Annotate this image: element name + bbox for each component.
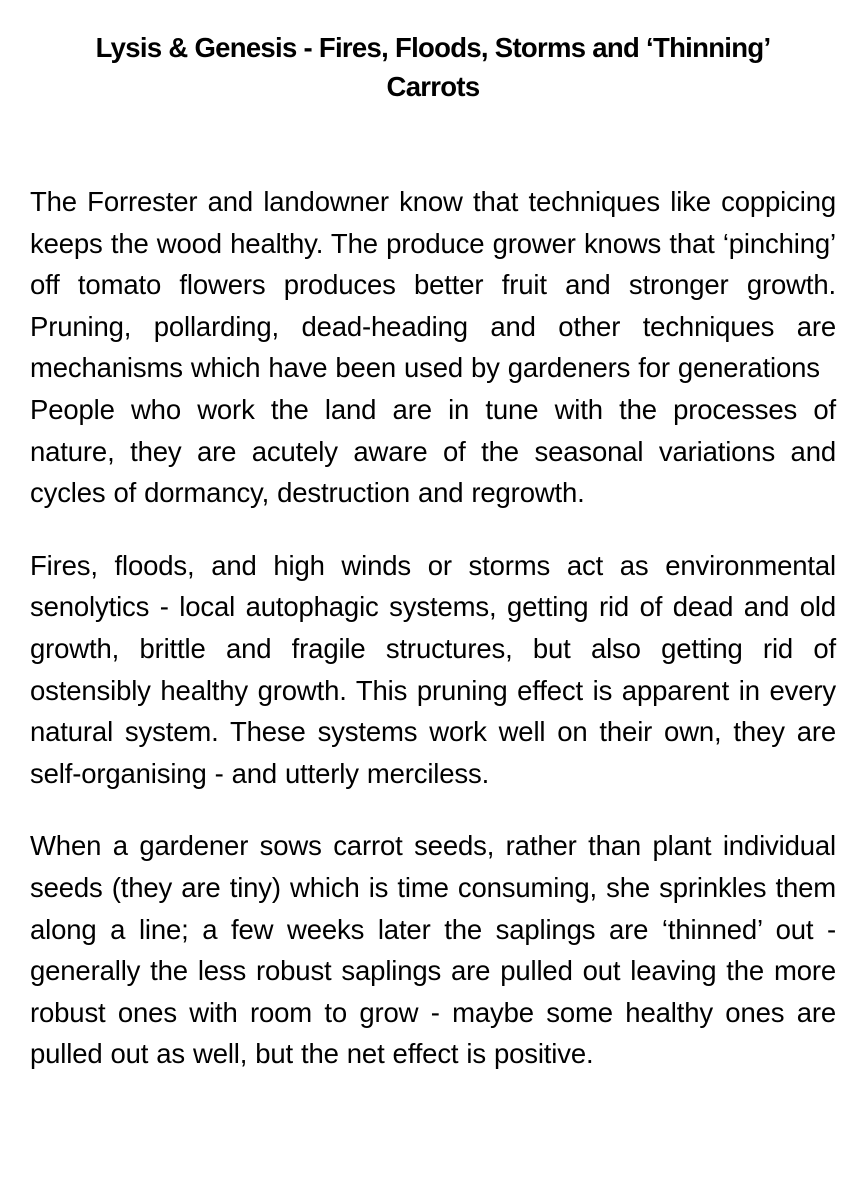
- document-title: Lysis & Genesis - Fires, Floods, Storms and ‘Thinning’ Carrots: [95, 32, 771, 102]
- paragraph-land-workers: People who work the land are in tune with the processes of nature, they are acutely aware of the seasonal variations and cycles of dormancy, destruction and regrowth.: [30, 393, 836, 509]
- paragraph-forestry-techniques: The Forrester and landowner know that techniques like coppicing keeps the wood healthy. The produce grower knows that ‘pinching’ off tomato flowers produces better fruit and stronger growth. Pruning, pollarding, dead-heading and other techniques are mechanisms which have been used by gardeners for generations: [30, 186, 836, 384]
- paragraph-fires-floods-storms: Fires, floods, and high winds or storms act as environmental senolytics - local autophagic systems, getting rid of dead and old growth, brittle and fragile structures, but also getting rid of ostensibly healthy growth. This pruning effect is apparent in every natural system. These systems work well on their own, they are self-organising - and utterly merciless.: [30, 549, 836, 789]
- paragraph-carrot-thinning: When a gardener sows carrot seeds, rather than plant individual seeds (they are tiny) which is time consuming, she sprinkles them along a line; a few weeks later the saplings are ‘thinned’ out - generally the less robust saplings are pulled out leaving the more robust ones with room to grow - maybe some healthy ones are pulled out as well, but the net effect is positive.: [30, 830, 836, 1070]
